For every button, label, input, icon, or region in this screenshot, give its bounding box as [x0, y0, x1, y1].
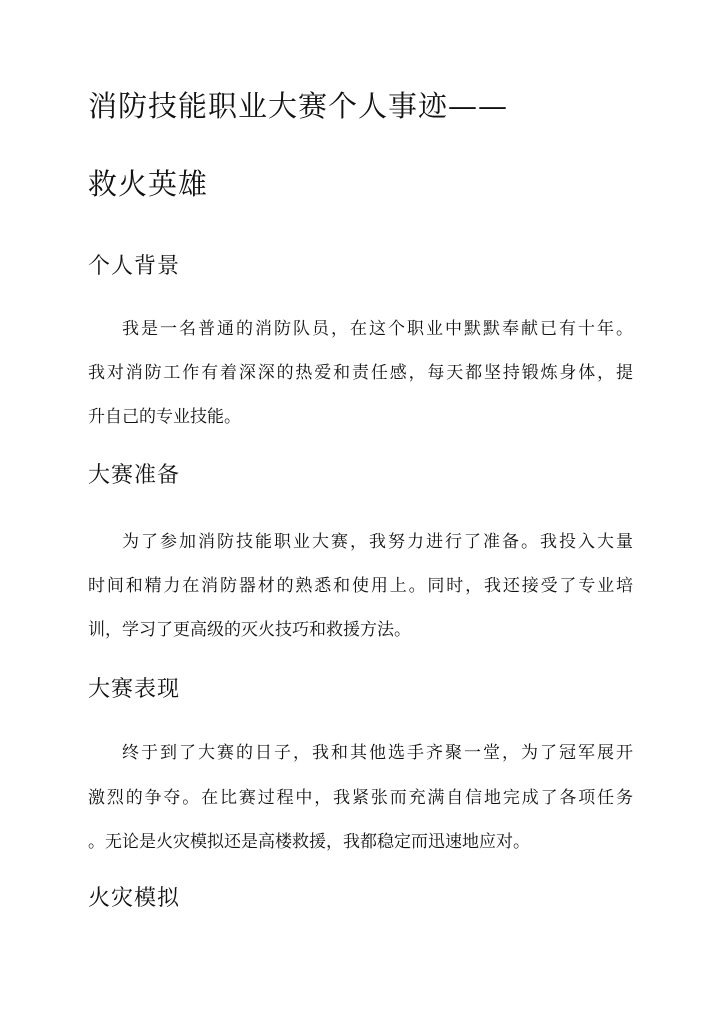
paragraph-line: 终于到了大赛的日子，我和其他选手齐聚一堂，为了冠军展开 [122, 743, 633, 763]
section-heading-fire-simulation: 火灾模拟 [88, 886, 181, 911]
document-title-line-2: 救火英雄 [88, 167, 209, 201]
paragraph-line: 升自己的专业技能。 [88, 407, 241, 427]
section-heading-performance: 大赛表现 [88, 677, 181, 702]
paragraph-line: 激烈的争夺。在比赛过程中，我紧张而充满自信地完成了各项任务 [88, 788, 633, 808]
document-title-line-1: 消防技能职业大赛个人事迹—— [88, 89, 509, 123]
section-heading-background: 个人背景 [88, 254, 181, 279]
paragraph-line: 。无论是火灾模拟还是高楼救援，我都稳定而迅速地应对。 [88, 832, 530, 852]
section-heading-preparation: 大赛准备 [88, 463, 181, 488]
paragraph-line: 训，学习了更高级的灭火技巧和救援方法。 [88, 620, 411, 640]
paragraph-line: 时间和精力在消防器材的熟悉和使用上。同时，我还接受了专业培 [88, 576, 633, 596]
paragraph-line: 为了参加消防技能职业大赛，我努力进行了准备。我投入大量 [122, 532, 633, 552]
paragraph-line: 我是一名普通的消防队员，在这个职业中默默奉献已有十年。 [122, 319, 633, 339]
paragraph-line: 我对消防工作有着深深的热爱和责任感，每天都坚持锻炼身体，提 [88, 363, 633, 383]
